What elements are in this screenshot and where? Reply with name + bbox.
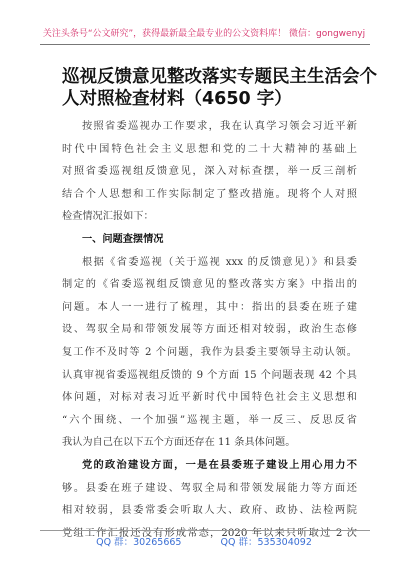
- footer: [0, 534, 408, 548]
- footer-qq-group-2: QQ 群：535304092: [220, 537, 312, 548]
- body-line: 对照省委巡视组反馈意见，深入对标查摆，举一反三剖析: [62, 166, 357, 178]
- body-line: 认真审视省委巡视组反馈的 9 个方面 15 个问题表现 42 个具: [62, 369, 357, 381]
- body-line: 我认为自己在以下五个方面还存在 11 条具体问题。: [62, 437, 296, 449]
- body-line: 根据《省委巡视（关于巡视 xxx 的反馈意见）》和县委: [82, 256, 357, 268]
- body-line: 复工作不及时等 2 个问题，我作为县委主要领导主动认领。: [62, 346, 357, 358]
- footer-divider: [40, 530, 370, 531]
- body-line: “六个围绕、一个加强”巡视主题，举一反三、反思反省: [62, 414, 357, 426]
- document-title: [62, 66, 377, 110]
- document-body: [62, 116, 357, 545]
- title-line: 人对照检查材料（4650 字）: [62, 89, 292, 109]
- footer-qq-group-1: QQ 群：30265665: [96, 537, 182, 548]
- body-line: 党组工作汇报还没有形成常态，2020 年以来只听取过 2 次: [62, 527, 357, 539]
- body-line: 结合个人思想和工作实际制定了整改措施。现将个人对照: [62, 188, 357, 200]
- header-divider: [40, 44, 370, 45]
- body-line: 体问题，对标对表习近平新时代中国特色社会主义思想和: [62, 392, 357, 404]
- header-note: 关注头条号“公文研究”，获得最新最全最专业的公文资料库！ 微信：gongwenyj: [42, 29, 366, 39]
- body-line: 时代中国特色社会主义思想和党的二十大精神的基础上: [62, 143, 357, 155]
- body-line: 检查情况汇报如下：: [62, 211, 154, 223]
- body-line: 制定的《省委巡视组反馈意见的整改落实方案》中指出的: [62, 279, 357, 291]
- body-line: 相对较弱，县委常委会听取人大、政府、政协、法检两院: [62, 505, 357, 517]
- body-line: 设、驾驭全局和带领发展等方面还相对较弱，政治生态修: [62, 324, 357, 336]
- body-line: 问题。本人一一进行了梳理，其中：指出的县委在班子建: [62, 301, 357, 313]
- title-line: 巡视反馈意见整改落实专题民主生活会个: [62, 67, 377, 87]
- section-heading: 一、问题查摆情况: [82, 233, 164, 245]
- body-line: 按照省委巡视办工作要求，我在认真学习领会习近平新: [82, 121, 357, 132]
- subsection-heading-line: 党的政治建设方面，一是在县委班子建设上用心用力不: [82, 459, 357, 471]
- body-line: 够。县委在班子建设、驾驭全局和带领发展能力等方面还: [62, 482, 357, 494]
